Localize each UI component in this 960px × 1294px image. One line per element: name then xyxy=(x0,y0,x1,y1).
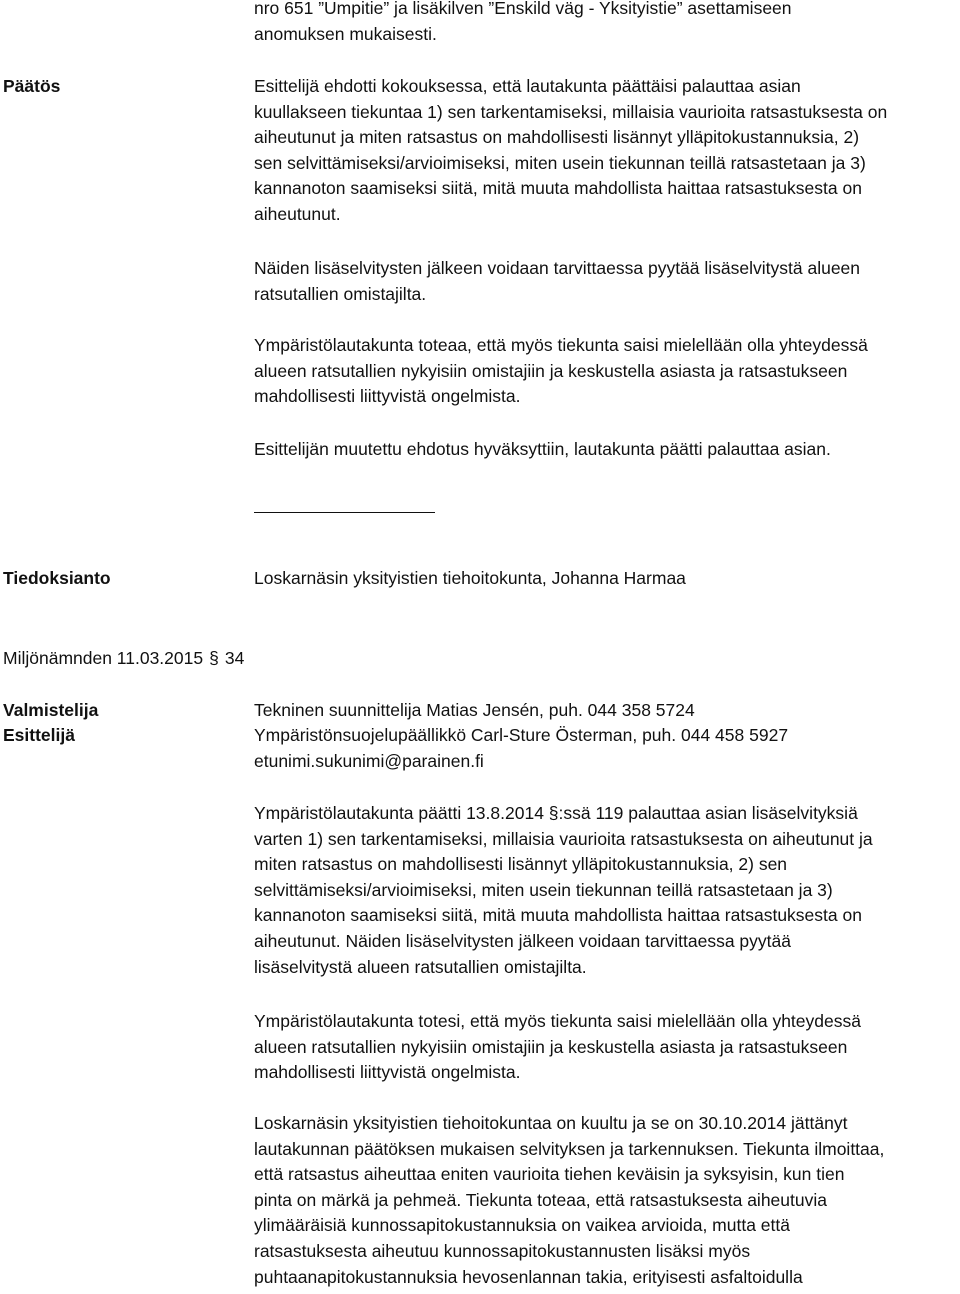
text-line: varten 1) sen tarkentamiseksi, millaisia vaurioita ratsastuksesta on aiheutunut ja xyxy=(254,828,873,849)
body-paragraph-2 xyxy=(254,1009,954,1086)
preparer-label: Valmistelija xyxy=(3,700,99,720)
text-line: Loskarnäsin yksityistien tiehoitokunta, Johanna Harmaa xyxy=(254,568,686,588)
text-line: että ratsastus aiheuttaa eniten vaurioita tiehen keväisin ja syksyisin, kun tien xyxy=(254,1164,845,1185)
text-line: Tekninen suunnittelija Matias Jensén, puh. 044 358 5724 xyxy=(254,700,695,720)
text-line: alueen ratsutallien nykyisiin omistajiin ja keskustella asiasta ja ratsastukseen xyxy=(254,360,848,381)
presenter-label: Esittelijä xyxy=(3,725,75,745)
text-line: kannanoton saamiseksi siitä, mitä muuta mahdollista haittaa ratsastuksesta on xyxy=(254,905,862,926)
section-number: 34 xyxy=(224,648,245,668)
text-line: miten ratsastus on mahdollisesti lisännyt ylläpitokustannuksia, 2) sen xyxy=(254,854,788,875)
text-line: aiheutunut ja miten ratsastus on mahdollisesti lisännyt ylläpitokustannuksia, 2) xyxy=(254,127,860,148)
notice-label: Tiedoksianto xyxy=(3,568,111,588)
text-line: lisäselvitystä alueen ratsutallien omistajilta. xyxy=(254,956,587,977)
text-line: Näiden lisäselvitysten jälkeen voidaan tarvittaessa pyytää lisäselvitystä alueen xyxy=(254,258,861,278)
text-line: alueen ratsutallien nykyisiin omistajiin ja keskustella asiasta ja ratsastukseen xyxy=(254,1036,848,1057)
text-line: pinta on märkä ja pehmeä. Tiekunta toteaa, että ratsastuksesta aiheutuvia xyxy=(254,1189,827,1210)
text-line: mahdollisesti liittyvistä ongelmista. xyxy=(254,1062,521,1083)
decision-label: Päätös xyxy=(3,76,61,96)
text-line: Ympäristölautakunta toteaa, että myös tiekunta saisi mielellään olla yhteydessä xyxy=(254,335,868,355)
text-line: kuullakseen tiekuntaa 1) sen tarkentamiseksi, millaisia vaurioita ratsastuksesta on xyxy=(254,101,888,122)
text-line: aiheutunut. xyxy=(254,203,341,224)
presenter-value xyxy=(254,723,954,774)
text-line: Ympäristölautakunta totesi, että myös tiekunta saisi mielellään olla yhteydessä xyxy=(254,1011,861,1031)
text-line: kannanoton saamiseksi siitä, mitä muuta mahdollista haittaa ratsastuksesta on xyxy=(254,178,862,199)
text-line: puhtaanapitokustannuksia hevosenlannan takia, erityisesti asfaltoidulla xyxy=(254,1266,803,1287)
text-line: ylimääräisiä kunnossapitokustannuksia on vaikea arvioida, mutta että xyxy=(254,1215,790,1236)
intro-line: nro 651 ”Umpitie” ja lisäkilven ”Enskild väg - Yksityistie” asettamiseen xyxy=(254,0,792,18)
preparer-value xyxy=(254,698,954,724)
decision-paragraph-4 xyxy=(254,437,954,463)
intro-paragraph xyxy=(254,0,954,47)
intro-line: anomuksen mukaisesti. xyxy=(254,23,437,44)
body-paragraph-3 xyxy=(254,1111,954,1290)
decision-paragraph-1 xyxy=(254,74,954,228)
section-divider xyxy=(254,512,435,513)
body-paragraph-1 xyxy=(254,801,954,980)
text-line: ratsutallien omistajilta. xyxy=(254,283,427,304)
text-line: mahdollisesti liittyvistä ongelmista. xyxy=(254,386,521,407)
section-symbol: § xyxy=(209,648,219,668)
presenter-email: etunimi.sukunimi@parainen.fi xyxy=(254,750,484,771)
text-line: Ympäristölautakunta päätti 13.8.2014 §:ssä 119 palauttaa asian lisäselvityksiä xyxy=(254,803,858,823)
text-line: sen selvittämiseksi/arvioimiseksi, miten usein tiekunnan teillä ratsastetaan ja 3) xyxy=(254,152,866,173)
text-line: lautakunnan päätöksen mukaisen selvityksen ja tarkennuksen. Tiekunta ilmoittaa, xyxy=(254,1138,885,1159)
text-line: selvittämiseksi/arvioimiseksi, miten usein tiekunnan teillä ratsastetaan ja 3) xyxy=(254,879,833,900)
meeting-title: Miljönämnden 11.03.2015 xyxy=(3,648,204,668)
meeting-heading xyxy=(3,646,244,672)
text-line: Esittelijä ehdotti kokouksessa, että lautakunta päättäisi palauttaa asian xyxy=(254,76,801,96)
text-line: Esittelijän muutettu ehdotus hyväksyttiin, lautakunta päätti palauttaa asian. xyxy=(254,439,831,459)
text-line: aiheutunut. Näiden lisäselvitysten jälkeen voidaan tarvittaessa pyytää xyxy=(254,930,791,951)
text-line: Ympäristönsuojelupäällikkö Carl-Sture Österman, puh. 044 458 5927 xyxy=(254,725,789,745)
text-line: ratsastuksesta aiheutuu kunnossapitokustannusten lisäksi myös xyxy=(254,1240,751,1261)
decision-paragraph-3 xyxy=(254,333,954,410)
notice-value xyxy=(254,566,954,592)
text-line: Loskarnäsin yksityistien tiehoitokuntaa on kuultu ja se on 30.10.2014 jättänyt xyxy=(254,1113,848,1133)
decision-paragraph-2 xyxy=(254,256,954,307)
